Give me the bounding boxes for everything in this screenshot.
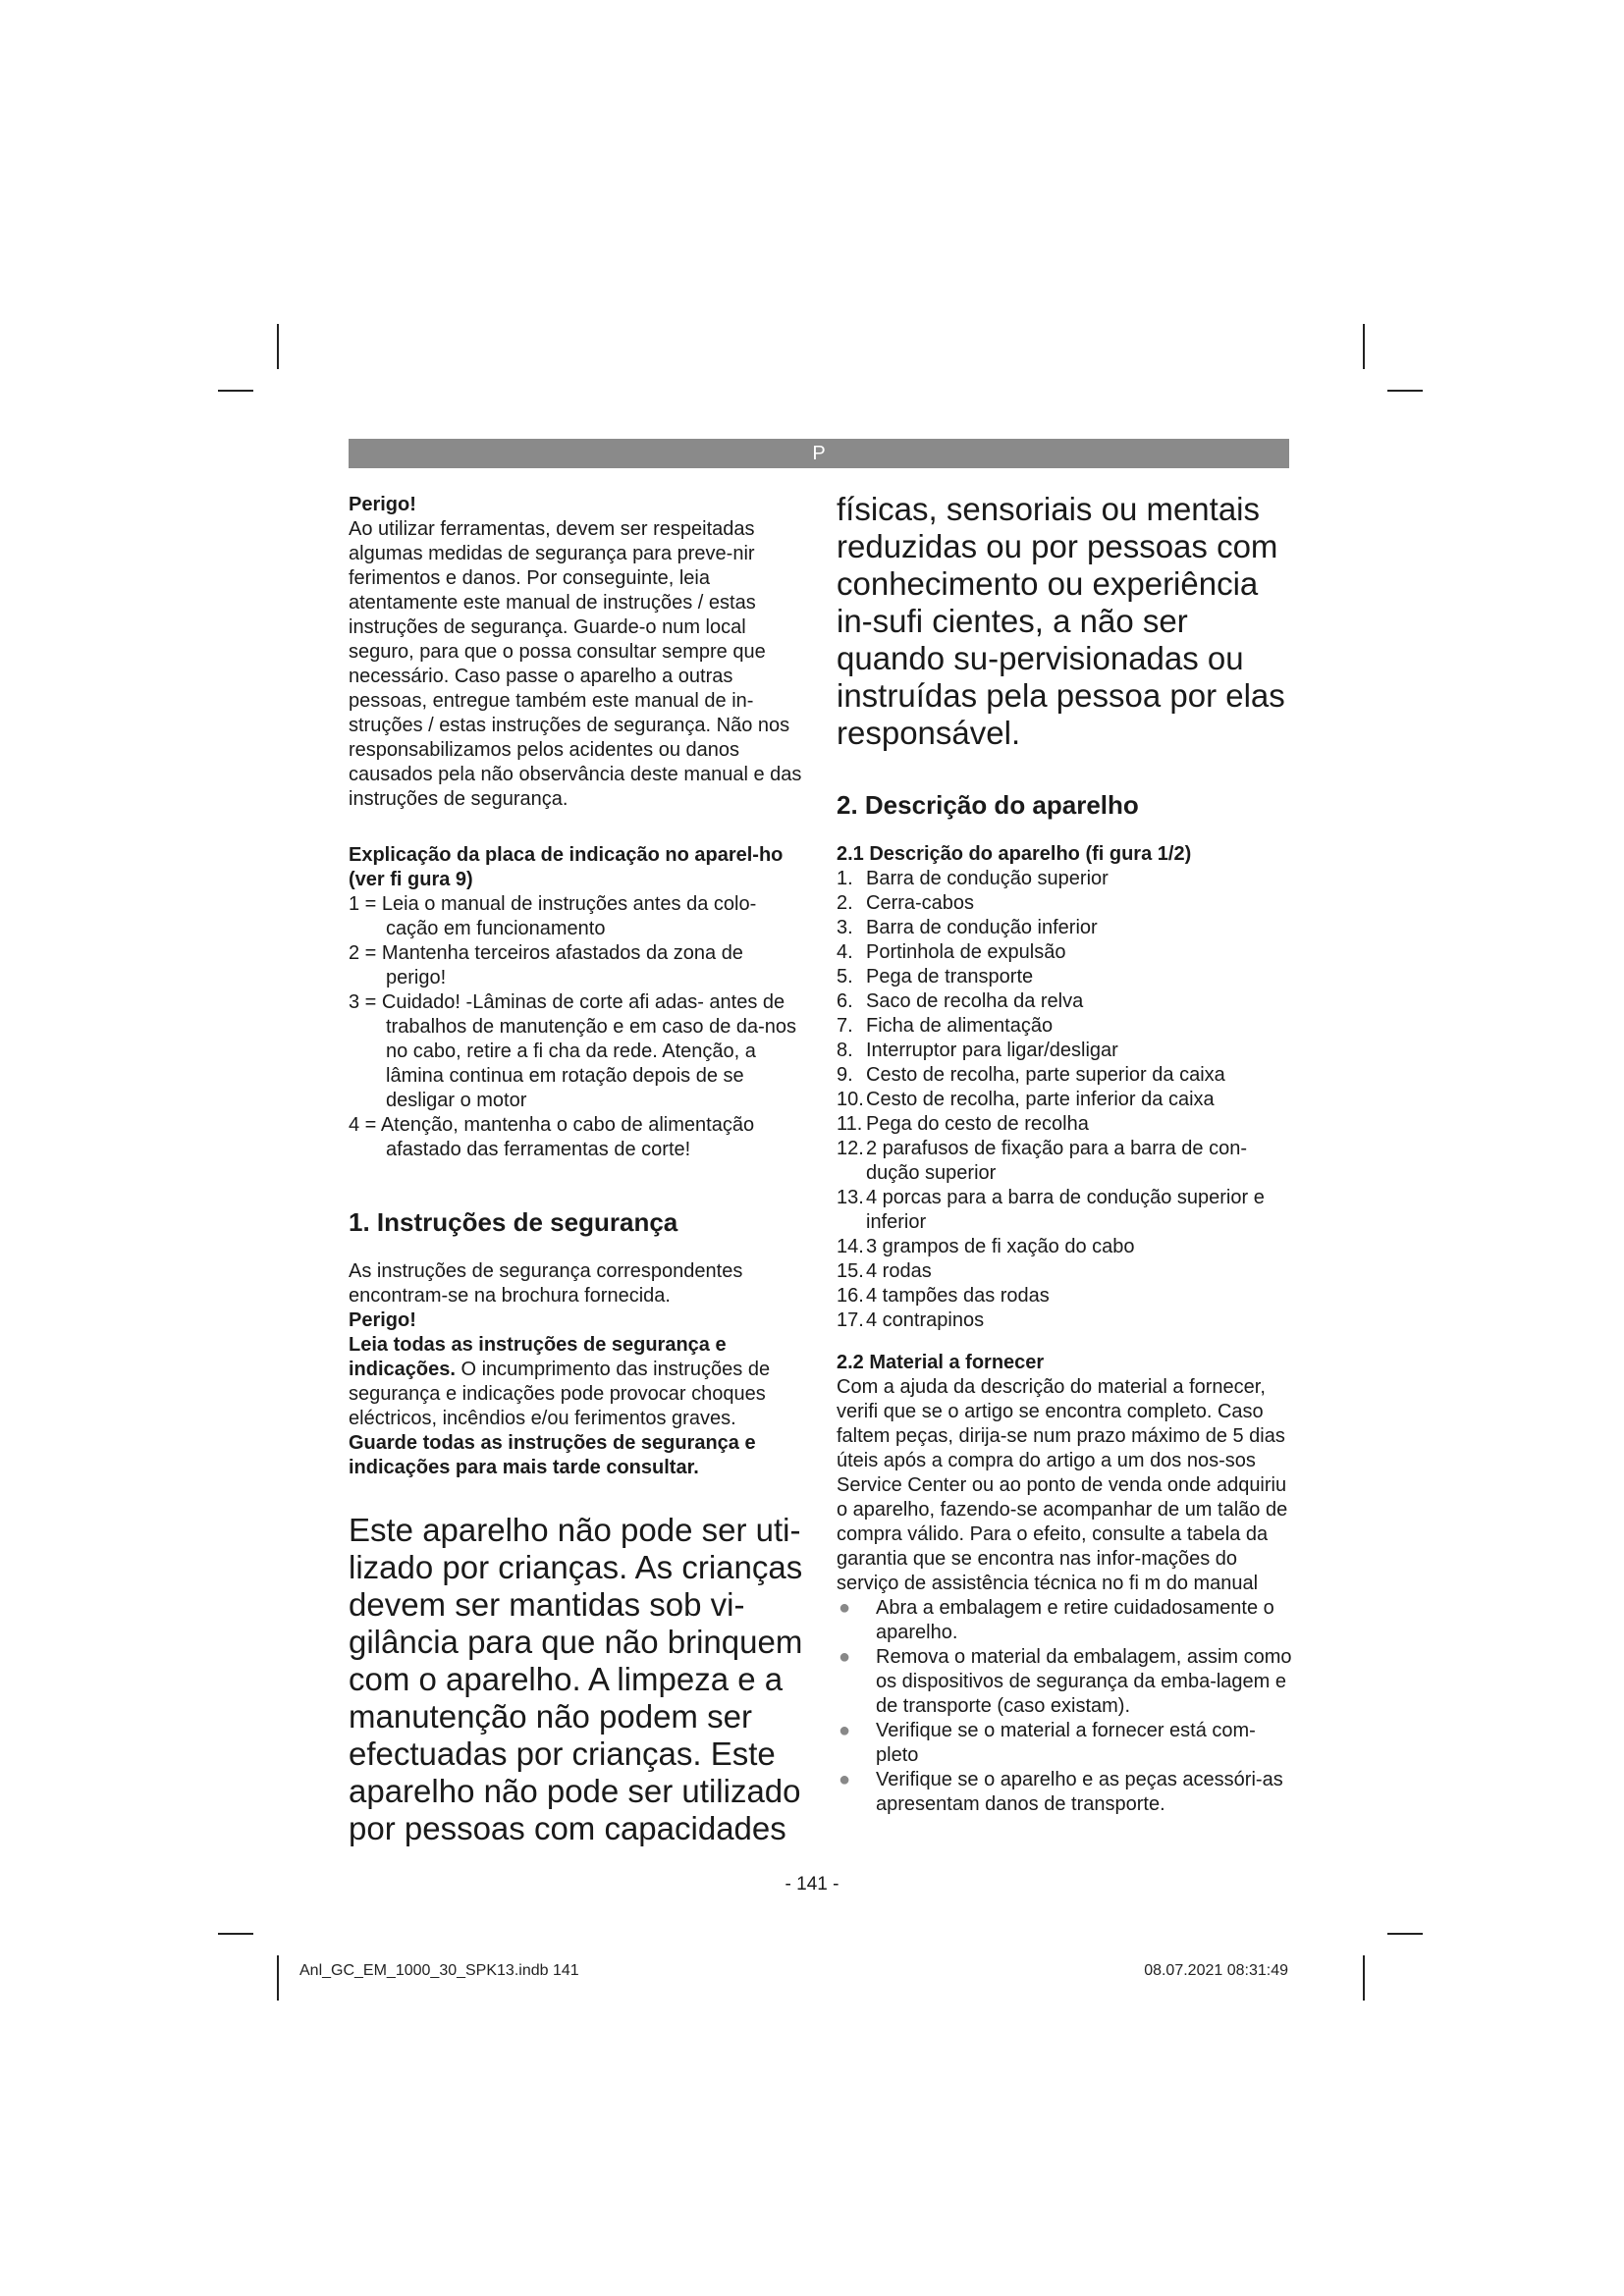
subsection-2-1: 2.1 Descrição do aparelho (fi gura 1/2)	[837, 843, 1192, 865]
plate-item: 1 = Leia o manual de instruções antes da colo-cação em funcionamento	[349, 893, 757, 939]
crop-mark	[1363, 324, 1365, 369]
crop-mark	[1387, 1933, 1423, 1935]
left-column	[349, 493, 803, 1847]
parts-list-item	[837, 1284, 1298, 1308]
children-warning: Este aparelho não pode ser uti-lizado por crianças. As crianças devem ser mantidas sob vi-gilância para que não brinquem com o aparelho. A limpeza e a manutenção não podem ser efectuadas por crianças. Este aparelho não pode ser utilizado por pessoas com capacidades	[349, 1512, 803, 1846]
parts-list-item	[837, 1112, 1298, 1137]
subsection-2-2: 2.2 Material a fornecer	[837, 1352, 1045, 1373]
read-instructions-rest: O incumprimento das instruções de segurança e indicações pode provocar choques eléctricos, incêndios e/ou ferimentos graves.	[349, 1359, 771, 1429]
datetime-slug: 08.07.2021 08:31:49	[1144, 1962, 1288, 1979]
danger-heading: Perigo!	[349, 494, 416, 515]
crop-mark	[1363, 1955, 1365, 2001]
parts-list-number: 10.	[837, 1089, 864, 1110]
parts-list-number: 8.	[837, 1040, 853, 1061]
parts-list-number: 14.	[837, 1236, 864, 1257]
intro-paragraph: Ao utilizar ferramentas, devem ser respeitadas algumas medidas de segurança para preve-nir ferimentos e danos. Por conseguinte, leia atentamente este manual de instruções / estas instruções de segurança. Guarde-o num local seguro, para que o possa consultar sempre que necessário. Caso passe o aparelho a outras pessoas, entregue também este manual de in-struções / estas instruções de segurança. Não nos responsabilizamos pelos acidentes ou danos causados pela não observância deste manual e das instruções de segurança.	[349, 518, 802, 810]
bullet-icon: ●	[839, 1769, 851, 1790]
parts-list-text: Saco de recolha da relva	[866, 990, 1084, 1012]
bullet-text: Verifique se o material a fornecer está com-pleto	[876, 1720, 1256, 1766]
parts-list-item	[837, 1088, 1298, 1112]
parts-list-number: 11.	[837, 1113, 863, 1135]
file-slug: Anl_GC_EM_1000_30_SPK13.indb 141	[299, 1962, 579, 1979]
plate-item: 4 = Atenção, mantenha o cabo de alimentação afastado das ferramentas de corte!	[349, 1114, 755, 1160]
parts-list-item	[837, 965, 1298, 989]
parts-list-item	[837, 867, 1298, 891]
parts-list-number: 12.	[837, 1138, 864, 1159]
bullet-item	[837, 1645, 1298, 1719]
page-number: - 141 -	[785, 1874, 839, 1895]
parts-list-item	[837, 1014, 1298, 1039]
crop-mark	[218, 390, 253, 392]
read-instructions	[349, 1333, 803, 1431]
parts-list-text: 4 porcas para a barra de condução superior e inferior	[866, 1187, 1265, 1233]
parts-list-item	[837, 891, 1298, 916]
parts-list-text: Cesto de recolha, parte superior da caixa	[866, 1064, 1225, 1086]
parts-list-number: 2.	[837, 892, 853, 914]
crop-mark	[1387, 390, 1423, 392]
crop-mark	[218, 1933, 253, 1935]
plate-item: 2 = Mantenha terceiros afastados da zona de perigo!	[349, 942, 743, 988]
language-bar: P	[349, 439, 1289, 468]
parts-list-number: 5.	[837, 966, 853, 988]
parts-list-item	[837, 1259, 1298, 1284]
right-column	[837, 491, 1298, 1817]
parts-list-text: Pega do cesto de recolha	[866, 1113, 1089, 1135]
bullet-text: Abra a embalagem e retire cuidadosamente o aparelho.	[876, 1597, 1274, 1643]
parts-list-text: 2 parafusos de fixação para a barra de con-dução superior	[866, 1138, 1248, 1184]
bullet-item	[837, 1596, 1298, 1645]
parts-list	[837, 867, 1298, 1333]
parts-list-number: 3.	[837, 917, 853, 938]
parts-list-item	[837, 989, 1298, 1014]
bullet-list	[837, 1596, 1298, 1817]
plate-heading: Explicação da placa de indicação no aparel-ho (ver fi gura 9)	[349, 844, 784, 890]
crop-mark	[277, 324, 279, 369]
parts-list-number: 17.	[837, 1309, 864, 1331]
parts-list-text: 4 rodas	[866, 1260, 932, 1282]
crop-mark	[277, 1955, 279, 2001]
parts-list-text: Barra de condução superior	[866, 868, 1109, 889]
keep-instructions: Guarde todas as instruções de segurança e indicações para mais tarde consultar.	[349, 1432, 756, 1478]
bullet-icon: ●	[839, 1597, 851, 1619]
bullet-item	[837, 1719, 1298, 1768]
read-instructions-bold: Leia todas as instruções de segurança e indicações.	[349, 1334, 727, 1380]
section-1-title: 1. Instruções de segurança	[349, 1207, 678, 1237]
parts-list-number: 6.	[837, 990, 853, 1012]
parts-list-text: Portinhola de expulsão	[866, 941, 1066, 963]
parts-list-item	[837, 1063, 1298, 1088]
parts-list-text: Cerra-cabos	[866, 892, 975, 914]
parts-list-number: 15.	[837, 1260, 864, 1282]
parts-list-item	[837, 1235, 1298, 1259]
children-warning-cont: físicas, sensoriais ou mentais reduzidas ou por pessoas com conhecimento ou experiência in-sufi cientes, a não ser quando su-pervisionadas ou instruídas pela pessoa por elas responsável.	[837, 491, 1285, 751]
danger-heading-2: Perigo!	[349, 1309, 416, 1331]
bullet-text: Verifique se o aparelho e as peças acessóri-as apresentam danos de transporte.	[876, 1769, 1283, 1815]
parts-list-item	[837, 940, 1298, 965]
bullet-icon: ●	[839, 1646, 851, 1668]
parts-list-text: Cesto de recolha, parte inferior da caixa	[866, 1089, 1215, 1110]
parts-list-text: Barra de condução inferior	[866, 917, 1098, 938]
parts-list-text: 4 tampões das rodas	[866, 1285, 1050, 1307]
bullet-item	[837, 1768, 1298, 1817]
parts-list-item	[837, 1039, 1298, 1063]
parts-list-item	[837, 1308, 1298, 1333]
parts-list-number: 4.	[837, 941, 853, 963]
bullet-text: Remova o material da embalagem, assim como os dispositivos de segurança da emba-lagem e de transporte (caso existam).	[876, 1646, 1292, 1717]
parts-list-number: 7.	[837, 1015, 853, 1037]
parts-list-text: 3 grampos de fi xação do cabo	[866, 1236, 1135, 1257]
material-text: Com a ajuda da descrição do material a fornecer, verifi que se o artigo se encontra completo. Caso faltem peças, dirija-se num prazo máximo de 5 dias úteis após a compra do artigo a um dos nos-sos Service Center ou ao ponto de venda onde adquiriu o aparelho, fazendo-se acompanhar de um talão de compra válido. Para o efeito, consulte a tabela da garantia que se encontra nas infor-mações do serviço de assistência técnica no fi m do manual	[837, 1376, 1288, 1594]
parts-list-item	[837, 1137, 1298, 1186]
parts-list-text: Interruptor para ligar/desligar	[866, 1040, 1118, 1061]
parts-list-text: Ficha de alimentação	[866, 1015, 1054, 1037]
parts-list-item	[837, 1186, 1298, 1235]
parts-list-number: 13.	[837, 1187, 864, 1208]
plate-item: 3 = Cuidado! -Lâminas de corte afi adas- antes de trabalhos de manutenção e em caso de da-nos no cabo, retire a fi cha da rede. Atenção, a lâmina continua em rotação depois de se desligar o motor	[349, 991, 797, 1111]
parts-list-item	[837, 916, 1298, 940]
section-2-title: 2. Descrição do aparelho	[837, 790, 1139, 820]
bullet-icon: ●	[839, 1720, 851, 1741]
parts-list-number: 1.	[837, 868, 853, 889]
parts-list-number: 16.	[837, 1285, 864, 1307]
parts-list-text: 4 contrapinos	[866, 1309, 985, 1331]
parts-list-text: Pega de transporte	[866, 966, 1034, 988]
parts-list-number: 9.	[837, 1064, 853, 1086]
section-1-text: As instruções de segurança correspondentes encontram-se na brochura fornecida.	[349, 1260, 743, 1307]
